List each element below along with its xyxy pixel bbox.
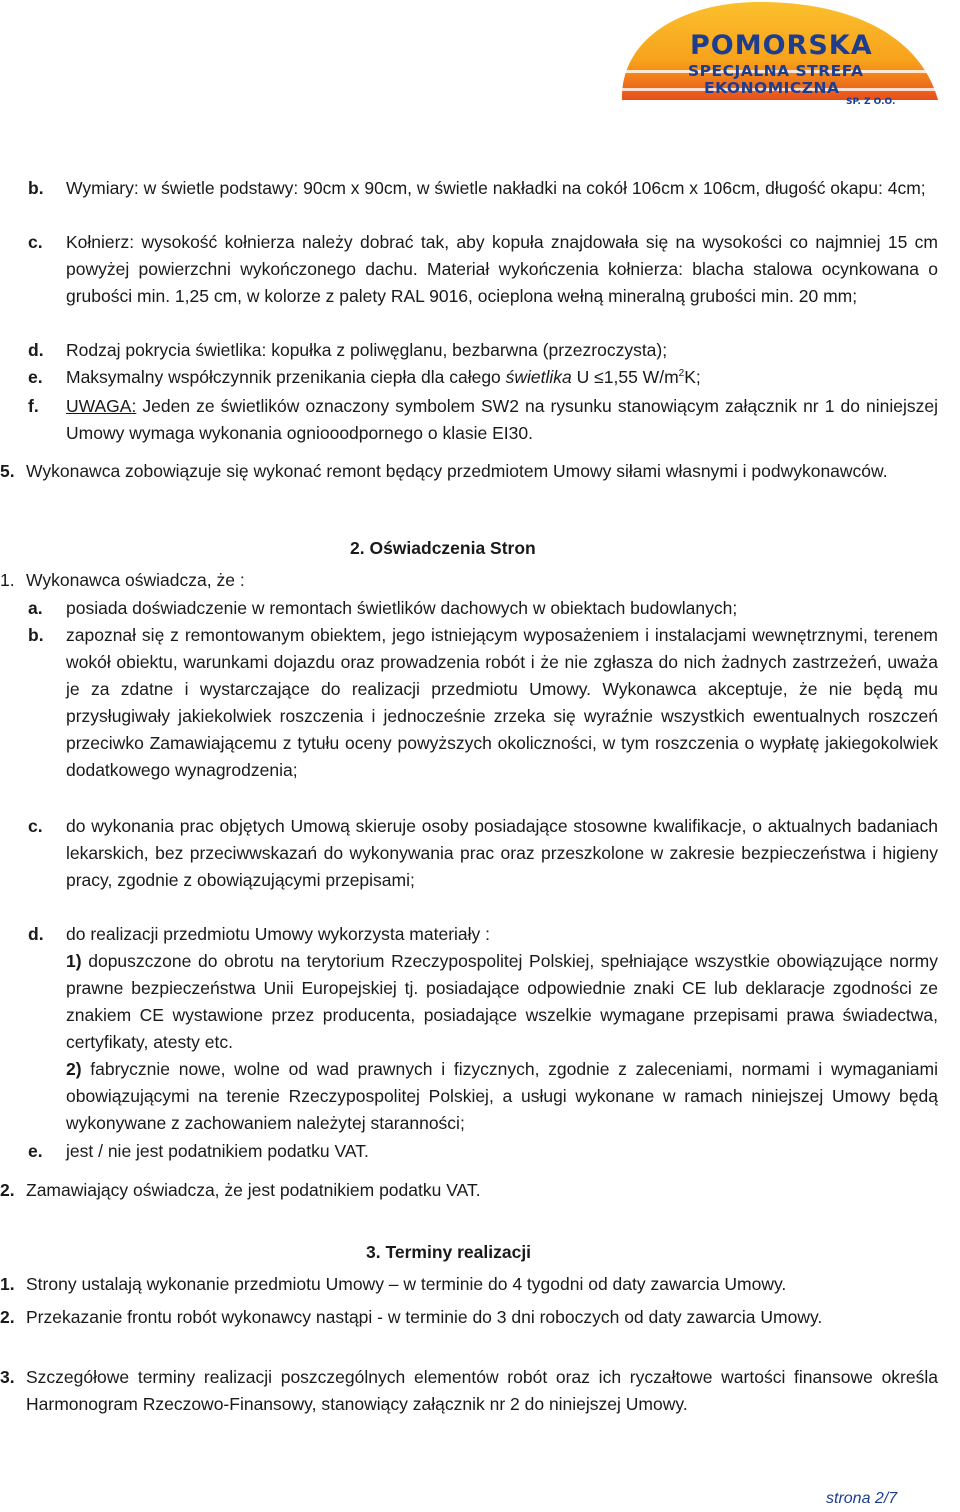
logo-line-1: POMORSKA: [690, 30, 873, 61]
list-text: Rodzaj pokrycia świetlika: kopułka z poliwęglanu, bezbarwna (przezroczysta);: [66, 340, 668, 360]
underlined-text: UWAGA:: [66, 396, 137, 416]
item-number: 1.: [0, 570, 15, 590]
list-text: zapoznał się z remontowanym obiektem, jego istniejącym wyposażeniem i instalacjami wewnętrznymi, terenem wokół obiektu, warunkami dojazdu oraz prowadzenia robót i że nie zgłasza do nich żadnych zastrzeżeń, uważa je za zdatne i wystarczające do realizacji przedmiotu Umowy. Wykonawca akceptuje, że nie będą mu przysługiwały jakiekolwiek roszczenia i jednocześnie zrzeka się wyraźnie wszystkich ewentualnych roszczeń przeciwko Zamawiającemu z tytułu oceny powyższych okoliczności, w tym roszczenia o wypłatę jakiegokolwiek dodatkowego wynagrodzenia;: [66, 625, 938, 780]
list-label: e.: [28, 1141, 43, 1161]
page-number: strona 2/7: [826, 1490, 898, 1507]
logo-line-2: SPECJALNA STREFA: [688, 62, 864, 80]
item-number: 2.: [0, 1307, 15, 1327]
section-heading-2: 2. Oświadczenia Stron: [350, 538, 536, 558]
item-text: Przekazanie frontu robót wykonawcy nastąpi - w terminie do 3 dni roboczych od daty zawarcia Umowy.: [26, 1307, 823, 1327]
sub-item-number: 2): [66, 1059, 82, 1079]
sub-item-number: 1): [66, 951, 82, 971]
item-text: Wykonawca zobowiązuje się wykonać remont będący przedmiotem Umowy siłami własnymi i podwykonawców.: [26, 461, 888, 481]
list-label: d.: [28, 340, 44, 360]
section-heading-3: 3. Terminy realizacji: [366, 1242, 532, 1262]
list-text: do realizacji przedmiotu Umowy wykorzysta materiały :: [66, 924, 491, 944]
item-number: 3.: [0, 1367, 15, 1387]
item-number: 1.: [0, 1274, 15, 1294]
list-label: b.: [28, 178, 44, 198]
company-logo: [620, 0, 950, 115]
item-number: 5.: [0, 461, 15, 481]
logo-line-4: SP. Z O.O.: [846, 97, 896, 107]
list-text: do wykonania prac objętych Umową skieruje osoby posiadające stosowne kwalifikacje, o aktualnych badaniach lekarskich, bez przeciwwskazań do wykonywania prac oraz przeszkolone w zakresie bezpieczeństwa i higieny pracy, zgodnie z obowiązującymi przepisami;: [66, 816, 938, 890]
list-label: a.: [28, 598, 43, 618]
list-text: Wymiary: w świetle podstawy: 90cm x 90cm, w świetle nakładki na cokół 106cm x 106cm, długość okapu: 4cm;: [66, 178, 926, 198]
list-text: [66, 364, 938, 391]
item-text: Strony ustalają wykonanie przedmiotu Umowy – w terminie do 4 tygodni od daty zawarcia Umowy.: [26, 1274, 787, 1294]
list-label: b.: [28, 625, 44, 645]
list-text: [66, 393, 938, 447]
list-label: f.: [28, 396, 39, 416]
sub-item-text: [66, 1056, 938, 1137]
list-text: jest / nie jest podatnikiem podatku VAT.: [66, 1141, 369, 1161]
list-label: d.: [28, 924, 44, 944]
text-part: K;: [684, 367, 701, 387]
item-text: Zamawiający oświadcza, że jest podatnikiem podatku VAT.: [26, 1180, 481, 1200]
list-label: c.: [28, 232, 43, 252]
item-number: 2.: [0, 1180, 15, 1200]
list-label: c.: [28, 816, 43, 836]
item-text: Szczegółowe terminy realizacji poszczególnych elementów robót oraz ich ryczałtowe wartości finansowe określa Harmonogram Rzeczowo-Finansowy, stanowiący załącznik nr 2 do niniejszej Umowy.: [26, 1367, 938, 1414]
logo-line-3: EKONOMICZNA: [704, 79, 840, 97]
list-text: Kołnierz: wysokość kołnierza należy dobrać tak, aby kopuła znajdowała się na wysokości co najmniej 15 cm powyżej powierzchni wykończonego dachu. Materiał wykończenia kołnierza: blacha stalowa ocynkowana o grubości min. 1,25 cm, w kolorze z palety RAL 9016, ocieplona wełną mineralną grubości min. 20 mm;: [66, 232, 938, 306]
list-label: e.: [28, 367, 43, 387]
item-text: Wykonawca oświadcza, że :: [26, 570, 245, 590]
text-part: U ≤1,55 W/m: [571, 367, 679, 387]
superscript: 2: [678, 368, 685, 380]
text-part: dopuszczone do obrotu na terytorium Rzeczypospolitej Polskiej, spełniające wszystkie obowiązujące normy prawne bezpieczeństwa Unii Europejskiej tj. posiadające odpowiednie znaki CE lub deklaracje zgodności ze znakiem CE wystawione przez producenta, posiadające wszelkie wymagane przepisami prawa świadectwa, certyfikaty, atesty etc.: [66, 951, 938, 1052]
text-part: fabrycznie nowe, wolne od wad prawnych i fizycznych, zgodnie z zaleceniami, normami i wymaganiami obowiązującymi na terenie Rzeczypospolitej Polskiej, a usługi wykonane w ramach niniejszej Umowy będą wykonywane z zachowaniem należytej staranności;: [66, 1059, 938, 1133]
italic-text: świetlika: [505, 367, 572, 387]
sub-item-text: [66, 948, 938, 1056]
text-part: Jeden ze świetlików oznaczony symbolem SW2 na rysunku stanowiącym załącznik nr 1 do niniejszej Umowy wymaga wykonania ogniooodpornego o klasie EI30.: [66, 396, 938, 443]
list-text: posiada doświadczenie w remontach świetlików dachowych w obiektach budowlanych;: [66, 598, 738, 618]
text-part: Maksymalny współczynnik przenikania ciepła dla całego: [66, 367, 506, 387]
